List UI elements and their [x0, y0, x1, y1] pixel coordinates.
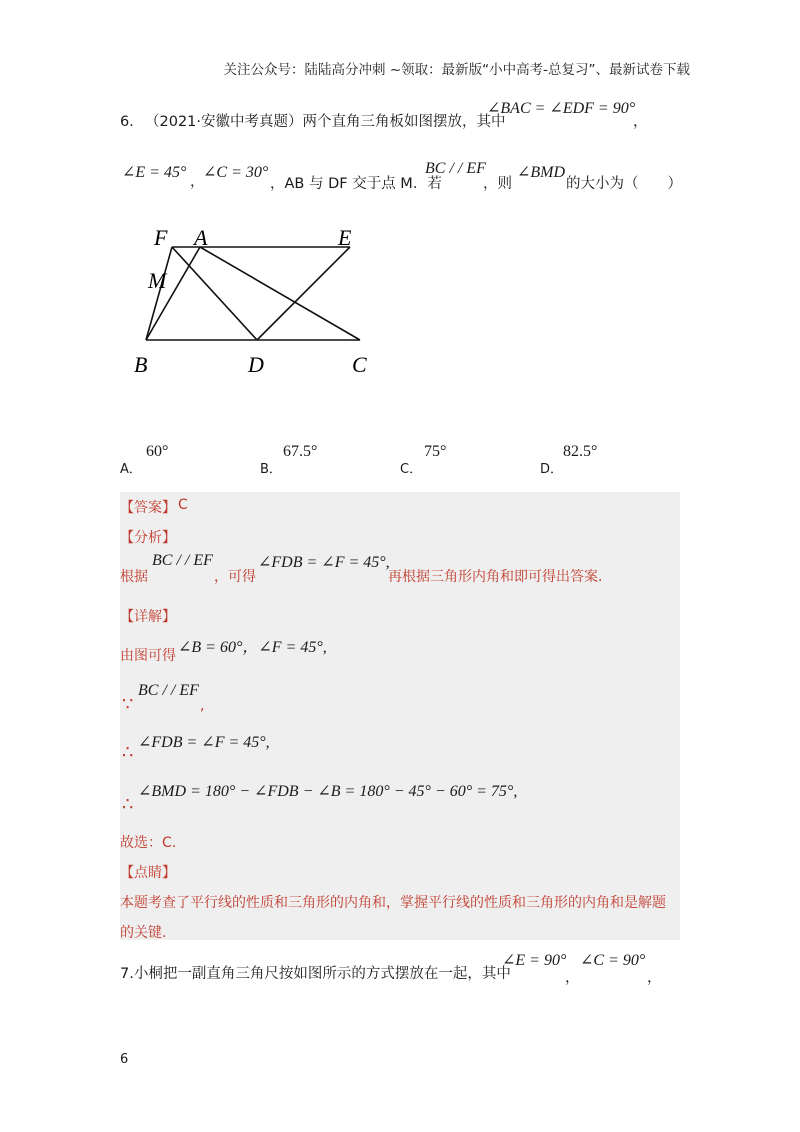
because-symbol: ∵ — [122, 694, 134, 715]
option-b-value: 67.5° — [283, 443, 318, 460]
q6-cond-angle-bmd: ∠BMD — [517, 164, 566, 181]
detail-math-bmd: ∠BMD = 180° − ∠FDB − ∠B = 180° − 45° − 60° = 75°, — [138, 783, 518, 800]
therefore-symbol-1: ∴ — [122, 742, 134, 763]
segment-fd — [172, 247, 257, 340]
option-c-letter: C． — [400, 462, 423, 477]
choose-text: 故选：C. — [120, 835, 177, 851]
therefore-symbol-2: ∴ — [122, 794, 134, 815]
analysis-label: 【分析】 — [120, 530, 176, 546]
option-d-letter: D． — [540, 462, 564, 477]
option-a-value: 60° — [146, 443, 169, 460]
comment-line-2: 的关键. — [120, 925, 167, 941]
detail-comma: , — [200, 698, 205, 714]
analysis-pre: 根据 — [120, 569, 148, 585]
segment-ab — [146, 247, 200, 340]
label-c: C — [352, 352, 367, 377]
q6-number: 6． — [120, 114, 144, 130]
label-e: E — [338, 225, 352, 250]
q6-comma: ， — [633, 114, 648, 130]
detail-math-parallel: BC / / EF — [138, 682, 199, 699]
page-header: 关注公众号：陆陆高分冲刺 ~领取：最新版“小中高考-总复习”、最新试卷下载 — [223, 62, 690, 78]
detail-label: 【详解】 — [120, 609, 176, 625]
answer-label: 【答案】 — [120, 500, 176, 516]
option-d-value: 82.5° — [563, 443, 598, 460]
option-c-value: 75° — [424, 443, 447, 460]
detail-math-given: ∠B = 60°，∠F = 45°, — [178, 639, 327, 656]
geometry-diagram — [120, 220, 390, 385]
analysis-math-angle: ∠FDB = ∠F = 45°, — [258, 554, 390, 571]
q6-cond-angle-e: ∠E = 45° — [122, 164, 187, 181]
detail-math-fdb: ∠FDB = ∠F = 45°, — [138, 734, 270, 751]
q7-cond-angle-c: ∠C = 90° — [580, 952, 646, 969]
answer-value: C — [178, 497, 188, 513]
q6-cond-parallel: BC / / EF — [425, 160, 486, 177]
q6-sep: ， — [190, 174, 205, 190]
q7-end: ， — [647, 970, 662, 986]
label-d: D — [248, 352, 264, 377]
detail-pre: 由图可得 — [120, 648, 176, 664]
q6-source-text: （2021·安徽中考真题）两个直角三角板如图摆放，其中 — [145, 114, 506, 130]
q7-sep: ， — [565, 970, 580, 986]
comment-label: 【点睛】 — [120, 865, 176, 881]
label-b: B — [134, 352, 148, 377]
option-b-letter: B． — [260, 462, 282, 477]
page-number: 6 — [120, 1052, 129, 1067]
analysis-post: 再根据三角形内角和即可得出答案. — [388, 569, 603, 585]
q7-text: 7.小桐把一副直角三角尺按如图所示的方式摆放在一起，其中 — [120, 966, 511, 982]
q6-cond-angle-c: ∠C = 30° — [203, 164, 269, 181]
analysis-mid: ，可得 — [214, 569, 256, 585]
label-a: A — [194, 225, 208, 250]
analysis-math-parallel: BC / / EF — [152, 552, 213, 569]
label-f: F — [154, 225, 168, 250]
q6-cond-angle-bac: ∠BAC = ∠EDF = 90° — [487, 100, 636, 117]
label-m: M — [148, 268, 167, 293]
comment-line-1: 本题考查了平行线的性质和三角形的内角和，掌握平行线的性质和三角形的内角和是解题 — [120, 895, 666, 911]
q6-text-then: ，则 — [483, 176, 512, 192]
q7-cond-angle-e: ∠E = 90° — [502, 952, 567, 969]
q6-text-ab-df: ，AB 与 DF 交于点 M．若 — [270, 176, 442, 192]
q6-text-size: 的大小为（ ） — [566, 176, 682, 192]
segment-fb — [146, 247, 172, 340]
option-a-letter: A． — [120, 462, 142, 477]
